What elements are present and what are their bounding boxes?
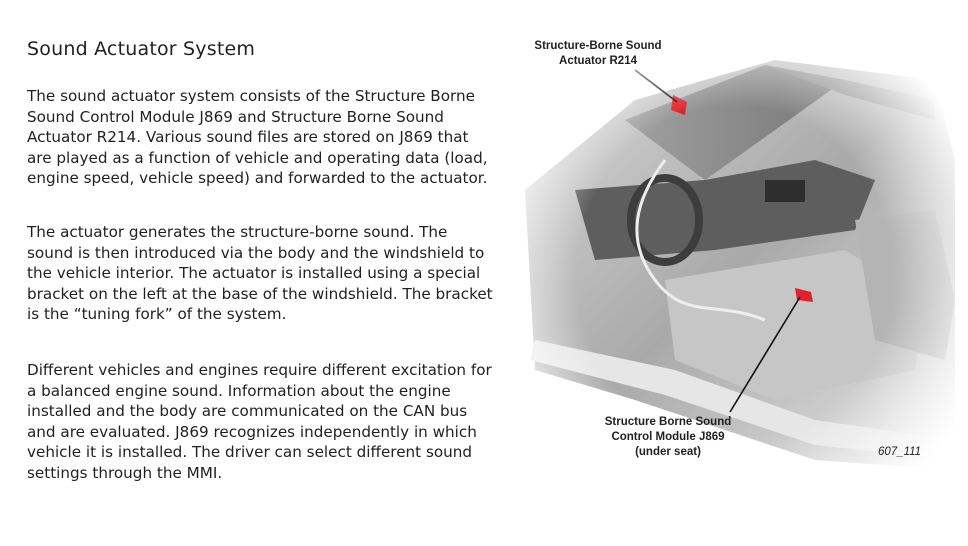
module-callout-line1: Structure Borne Sound: [604, 416, 732, 428]
section-title: Sound Actuator System: [27, 38, 256, 60]
module-callout-line3: (under seat): [635, 446, 701, 458]
actuator-callout-line1: Structure-Borne Sound: [534, 40, 662, 52]
actuator-callout: [520, 39, 676, 69]
paragraph-vehicle-recognition: Different vehicles and engines require different excitation for a balanced engine sound. Information about the engine installed and the body are communicated on the CAN bus and are evaluated. J869 recognizes independently in which vehicle it is installed. The driver can select different sound settings through the MMI.: [27, 361, 492, 482]
paragraph-actuator-function: The actuator generates the structure-borne sound. The sound is then introduced via the body and the windshield to the vehicle interior. The actuator is installed using a special bracket on the left at the base of the windshield. The bracket is the “tuning fork” of the system.: [27, 223, 493, 323]
module-callout: [588, 415, 748, 460]
figure-number: 607_111: [878, 446, 922, 458]
actuator-callout-line2: Actuator R214: [559, 55, 637, 67]
module-callout-line2: Control Module J869: [611, 431, 725, 443]
paragraph-system-overview: The sound actuator system consists of the Structure Borne Sound Control Module J869 and Structure Borne Sound Actuator R214. Various sound files are stored on J869 that are played as a function of vehicle and operating data (load, engine speed, vehicle speed) and forwarded to the actuator.: [27, 87, 488, 187]
